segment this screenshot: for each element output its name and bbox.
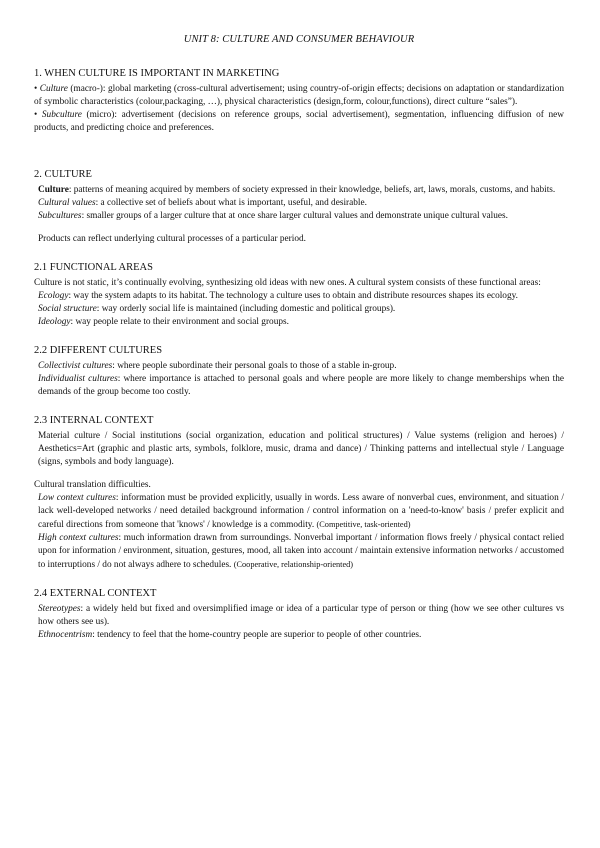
text-cultural-values: : a collective set of beliefs about what is important, useful, and desirable. (95, 198, 367, 208)
term-subculture-micro: Subculture (41, 110, 82, 120)
term-ideology: Ideology (38, 317, 71, 327)
bullet-marker: • (34, 84, 38, 94)
section-2-4-heading: 2.4 EXTERNAL CONTEXT (34, 588, 157, 599)
text-high-context: : much information drawn from surroundings. Nonverbal important / information flows freely / physical contact relied upon for information / environment, situation, gestures, mood, all taken into account / maintain extensive information networks / accustomed to interruptions / do not always adhere to schedules. (38, 533, 564, 570)
term-culture: Culture (38, 185, 69, 195)
term-ethnocentrism: Ethnocentrism (38, 630, 93, 640)
term-individualist: Individualist cultures (38, 374, 118, 384)
text-low-context: : information must be provided explicitly, usually in words. Less aware of nonverbal cues, environment, and situation / lack well-developed networks / need detailed background information / control information on a 'need-to-know' basis / prefer explicit and careful directions from someone that 'knows' / knowledge is a commodity. (38, 493, 564, 530)
definition-stereotypes (34, 603, 564, 629)
term-stereotypes: Stereotypes (38, 604, 81, 614)
translation-difficulties: Cultural translation difficulties. (34, 480, 151, 490)
bullet-marker: • (34, 110, 38, 120)
bullet-subculture-micro (34, 109, 564, 135)
note-high-context: (Cooperative, relationship-oriented) (233, 560, 354, 569)
section-2-1-heading: 2.1 FUNCTIONAL AREAS (34, 262, 153, 273)
definition-low-context (34, 492, 564, 532)
functional-areas-intro: Culture is not static, it’s continually evolving, synthesizing old ideas with new ones. A cultural system consists of these functional areas: (34, 278, 541, 288)
internal-context-paragraph: Material culture / Social institutions (social organization, education and political structures) / Value systems (religion and heroes) / Aesthetics=Art (graphic and plastic arts, symbols, folklore, music, drama and dance) / Thinking patterns and intellectual style / Language (signs, symbols and body language). (38, 431, 564, 467)
definition-individualist (34, 373, 564, 399)
text-individualist: : where importance is attached to personal goals and where people are more likely to change memberships when the demands of the group become too costly. (38, 374, 564, 397)
definition-ideology (34, 316, 564, 329)
term-social-structure: Social structure (38, 304, 97, 314)
definition-social-structure (34, 303, 564, 316)
text-social-structure: : way orderly social life is maintained (including domestic and political groups). (96, 304, 396, 314)
text-culture: : patterns of meaning acquired by members of society expressed in their knowledge, beliefs, art, laws, morals, customs, and habits. (68, 185, 556, 195)
term-cultural-values: Cultural values (38, 198, 96, 208)
text-subculture-micro: (micro): advertisement (decisions on reference groups, social advertisement), segmentation, influencing diffusion of new products, and predicting choice and preferences. (34, 110, 564, 133)
text-ecology: : way the system adapts to its habitat. The technology a culture uses to obtain and distribute resources shapes its ecology. (68, 291, 518, 301)
term-ecology: Ecology (38, 291, 69, 301)
text-ideology: : way people relate to their environment and social groups. (70, 317, 289, 327)
text-ethnocentrism: : tendency to feel that the home-country people are superior to people of other countries. (92, 630, 422, 640)
text-stereotypes: : a widely held but fixed and oversimplified image or idea of a particular type of person or thing (how we see other cultures vs how others see us). (38, 604, 564, 627)
term-collectivist: Collectivist cultures (38, 361, 113, 371)
definition-subcultures (34, 210, 564, 223)
text-culture-macro: (macro-): global marketing (cross-cultural advertisement; using country-of-origin effects; decisions on adaptation or standardization of symbolic characteristics (colour,packaging, …), physical characteristics (design,form, colour,functions), direct culture “sales”). (34, 84, 564, 107)
term-low-context: Low context cultures (38, 493, 116, 503)
note-low-context: (Competitive, task-oriented) (316, 520, 411, 529)
definition-ethnocentrism (34, 629, 564, 642)
bullet-culture-macro (34, 83, 564, 109)
definition-high-context (34, 532, 564, 572)
definition-collectivist (34, 360, 564, 373)
definition-culture (34, 184, 564, 197)
text-subcultures: : smaller groups of a larger culture that at once share larger cultural values and demonstrate unique cultural values. (81, 211, 508, 221)
document-title: UNIT 8: CULTURE AND CONSUMER BEHAVIOUR (183, 34, 415, 45)
definition-cultural-values (34, 197, 564, 210)
section-2-heading: 2. CULTURE (34, 169, 92, 180)
section-2-3-heading: 2.3 INTERNAL CONTEXT (34, 415, 154, 426)
section-1-heading: 1. WHEN CULTURE IS IMPORTANT IN MARKETING (34, 68, 280, 79)
document-page (34, 34, 564, 642)
text-collectivist: : where people subordinate their personal goals to those of a stable in-group. (112, 361, 397, 371)
term-culture-macro: Culture (39, 84, 68, 94)
definition-ecology (34, 290, 564, 303)
term-high-context: High context cultures (38, 533, 119, 543)
products-paragraph: Products can reflect underlying cultural processes of a particular period. (38, 234, 306, 244)
section-2-2-heading: 2.2 DIFFERENT CULTURES (34, 345, 163, 356)
term-subcultures: Subcultures (38, 211, 82, 221)
